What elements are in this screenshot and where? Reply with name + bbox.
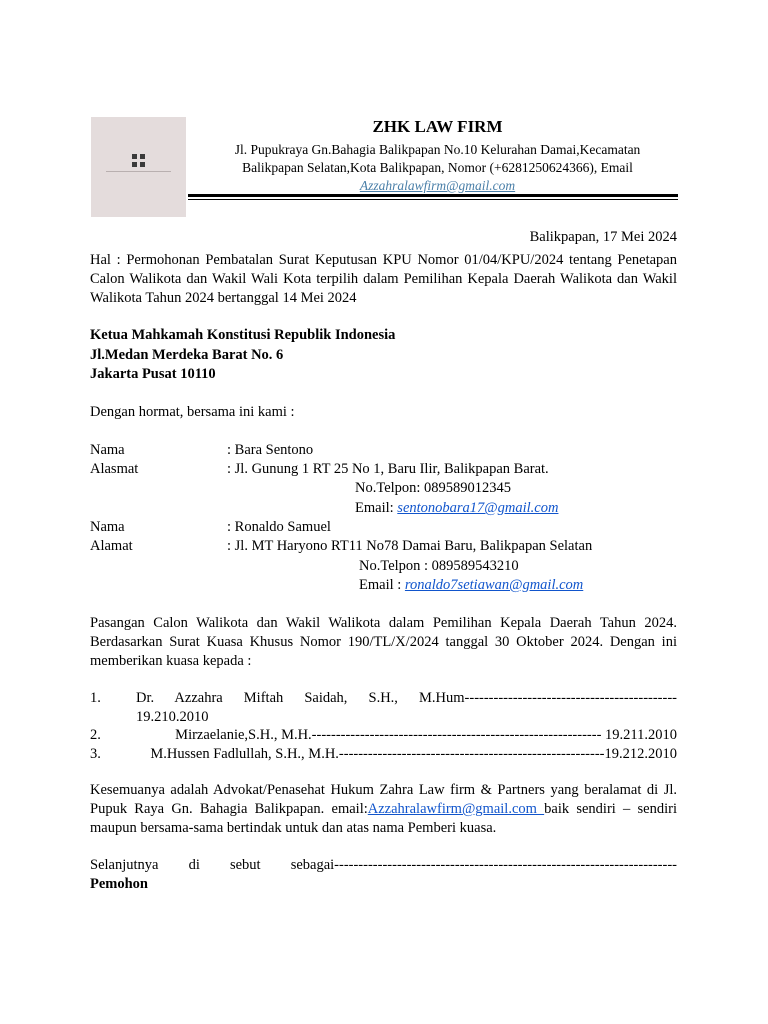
address-line-2: Balikpapan Selatan,Kota Balikpapan, Nomor (+6281250624366), Email — [242, 160, 633, 175]
letter-date: Balikpapan, 17 Mei 2024 — [529, 229, 677, 245]
header-rule-thin — [188, 199, 678, 200]
closing-word: di — [188, 857, 200, 873]
subject: Hal : Permohonan Pembatalan Surat Keputusan KPU Nomor 01/04/KPU/2024 tentang Penetapan Calon Walikota dan Wakil Wali Kota terpilih dalam Pemilihan Kepala Daerah Walikota dan Wakil Walikota Tahun 2024 bertanggal 14 Mei 2024 — [90, 252, 677, 306]
attorney-2: Mirzaelanie,S.H., M.H.------------------------------------------------------------ 19.211.2010 — [175, 727, 677, 743]
recipient-line-2: Jl.Medan Merdeka Barat No. 6 — [90, 347, 284, 363]
party1-address-row — [90, 460, 677, 479]
recipient-line-3: Jakarta Pusat 10110 — [90, 366, 216, 382]
party2-address-label: Alamat — [90, 538, 133, 554]
party1-address-value: : Jl. Gunung 1 RT 25 No 1, Baru Ilir, Balikpapan Barat. — [227, 461, 549, 477]
party1-name-label: Nama — [90, 442, 125, 458]
address-line-1: Jl. Pupukraya Gn.Bahagia Balikpapan No.10 Kelurahan Damai,Kecamatan — [234, 142, 641, 157]
logo-divider — [106, 171, 171, 172]
header-rule-thick — [188, 194, 678, 197]
greeting: Dengan hormat, bersama ini kami : — [90, 404, 295, 420]
party2-phone: No.Telpon : 089589543210 — [359, 558, 519, 574]
firm-name: ZHK LAW FIRM — [372, 117, 503, 136]
party2-email-link[interactable]: ronaldo7setiawan@gmail.com — [404, 577, 584, 593]
paragraph-advocates — [90, 781, 677, 838]
firm-address — [200, 141, 675, 195]
closing-word: sebut — [229, 857, 261, 873]
party1-phone: No.Telpon: 089589012345 — [355, 480, 512, 496]
party2-name-row — [90, 518, 677, 537]
attorney-3: M.Hussen Fadlullah, S.H., M.H.-------------------------------------------------------19.212.2010 — [150, 746, 677, 762]
list-item-number: 3. — [90, 746, 101, 762]
list-item-number: 1. — [90, 690, 101, 706]
paragraph-couple: Pasangan Calon Walikota dan Wakil Walikota dalam Pemilihan Kepala Daerah Tahun 2024. Berdasarkan Surat Kuasa Khusus Nomor 190/TL/X/2024 tanggal 30 Oktober 2024. Dengan ini memberikan kuasa kepada : — [90, 615, 677, 669]
party1-name-row — [90, 441, 677, 460]
advocates-text-after: baik sendiri – sendiri maupun bersama-sama bertindak untuk dan atas nama Pemberi kuasa. — [90, 801, 677, 836]
closing-word: Selanjutnya — [90, 857, 159, 873]
party2-address-row — [90, 537, 677, 556]
firm-email-link[interactable]: Azzahralawfirm@gmail.com — [359, 178, 516, 193]
party2-name-value: : Ronaldo Samuel — [227, 519, 331, 535]
closing-party: Pemohon — [90, 876, 148, 892]
closing-word: sebagai----------------------------------------------------------------------- — [290, 857, 677, 873]
party2-name-label: Nama — [90, 519, 125, 535]
firm-logo — [91, 117, 186, 217]
party1-address-label: Alasmat — [90, 461, 139, 477]
party1-email-row — [355, 499, 558, 518]
recipient-line-1: Ketua Mahkamah Konstitusi Republik Indonesia — [90, 327, 396, 343]
advocates-text-before: Kesemuanya adalah Advokat/Penasehat Hukum Zahra Law firm & Partners yang beralamat di Jl. Pupuk Raya Gn. Bahagia Balikpapan. email: — [90, 782, 677, 817]
attorney-1-number: 19.210.2010 — [136, 709, 209, 725]
party1-name-value: : Bara Sentono — [227, 442, 314, 458]
attorney-1: Dr. Azzahra Miftah Saidah, S.H., M.Hum-------------------------------------------- — [136, 690, 677, 706]
advocates-email-link[interactable]: Azzahralawfirm@gmail.com — [367, 801, 545, 817]
party1-email-link[interactable]: sentonobara17@gmail.com — [397, 500, 559, 516]
party2-email-row — [359, 576, 583, 595]
party2-address-value: : Jl. MT Haryono RT11 No78 Damai Baru, Balikpapan Selatan — [227, 538, 593, 554]
logo-mark-icon — [132, 154, 146, 168]
party2-email-label: Email : — [359, 577, 405, 593]
party1-email-label: Email: — [355, 500, 398, 516]
closing-line — [90, 856, 677, 875]
list-item-number: 2. — [90, 727, 101, 743]
